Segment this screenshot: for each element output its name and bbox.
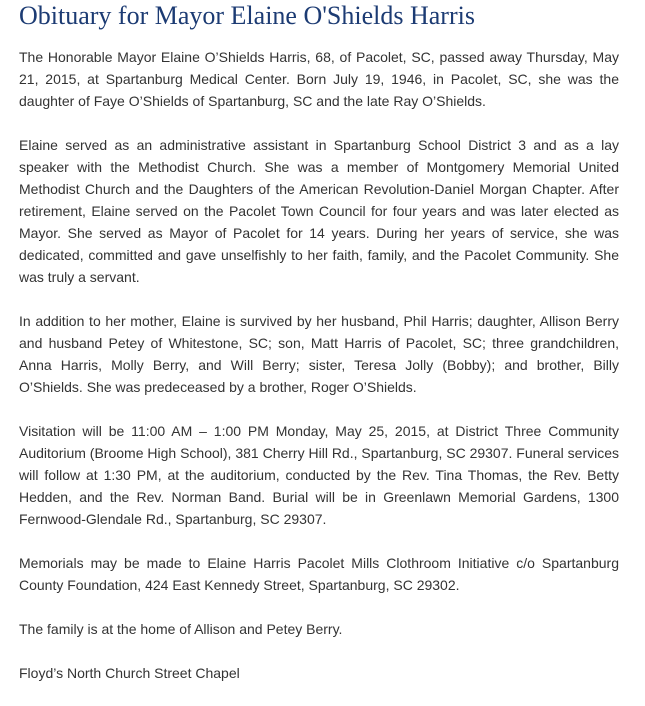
paragraph-survivors: In addition to her mother, Elaine is survived by her husband, Phil Harris; daughter, Allison Berry and husband Petey of Whitestone, SC; son, Matt Harris of Pacolet, SC; three grandchildren, Anna Harris, Molly Berry, and Will Berry; sister, Teresa Jolly (Bobby); and brother, Billy O’Shields. She was predeceased by a brother, Roger O’Shields. [19,313,619,395]
paragraph-funeral-home: Floyd’s North Church Street Chapel [19,665,240,681]
paragraph-announcement: The Honorable Mayor Elaine O’Shields Harris, 68, of Pacolet, SC, passed away Thursday, May 21, 2015, at Spartanburg Medical Center. Born July 19, 1946, in Pacolet, SC, she was the daughter of Faye O’Shields of Spartanburg, SC and the late Ray O’Shields. [19,49,619,109]
paragraph-visitation: Visitation will be 11:00 AM – 1:00 PM Monday, May 25, 2015, at District Three Community Auditorium (Broome High School), 381 Cherry Hill Rd., Spartanburg, SC 29307. Funeral services will follow at 1:30 PM, at the auditorium, conducted by the Rev. Tina Thomas, the Rev. Betty Hedden, and the Rev. Norman Band. Burial will be in Greenlawn Memorial Gardens, 1300 Fernwood-Glendale Rd., Spartanburg, SC 29307. [19,423,619,527]
article-body [19,46,619,706]
paragraph-family: The family is at the home of Allison and Petey Berry. [19,621,343,637]
paragraph-career: Elaine served as an administrative assistant in Spartanburg School District 3 and as a lay speaker with the Methodist Church. She was a member of Montgomery Memorial United Methodist Church and the Daughters of the American Revolution-Daniel Morgan Chapter. After retirement, Elaine served on the Pacolet Town Council for four years and was later elected as Mayor. She served as Mayor of Pacolet for 14 years. During her years of service, she was dedicated, committed and gave unselfishly to her faith, family, and the Pacolet Community. She was truly a servant. [19,137,619,285]
paragraph-memorials: Memorials may be made to Elaine Harris Pacolet Mills Clothroom Initiative c/o Spartanburg County Foundation, 424 East Kennedy Street, Spartanburg, SC 29302. [19,555,619,593]
page-title: Obituary for Mayor Elaine O'Shields Harris [19,1,475,30]
